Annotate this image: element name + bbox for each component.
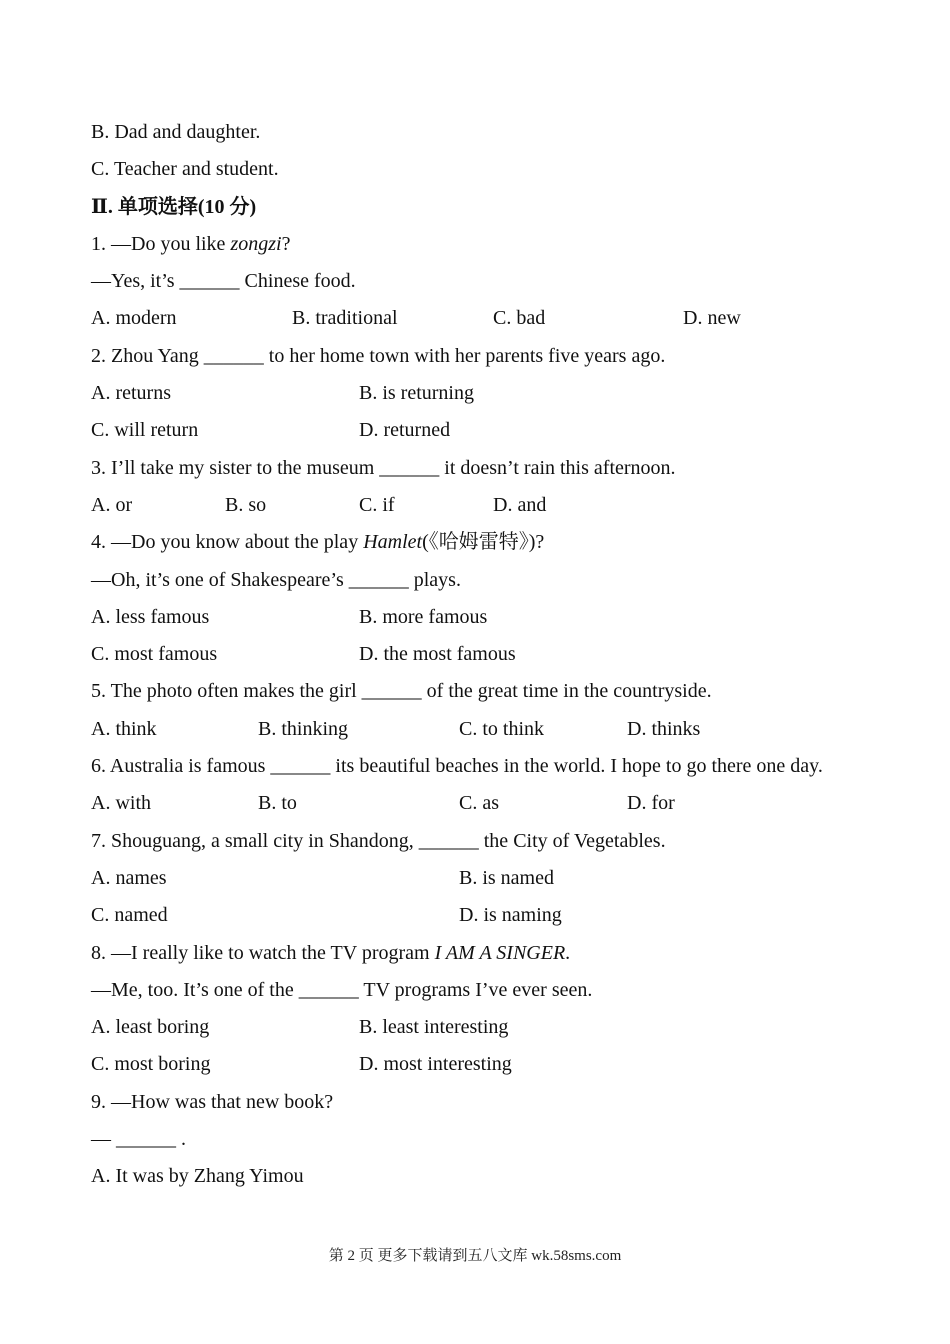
question-2-options-row1	[91, 375, 859, 412]
question-4-options-row1	[91, 599, 859, 636]
question-3-option-b: B. so	[225, 493, 267, 516]
question-2-options-row2	[91, 412, 859, 449]
question-5-options	[91, 711, 859, 748]
question-9-option-a: A. It was by Zhang Yimou	[91, 1165, 304, 1188]
question-2-stem: 2. Zhou Yang ______ to her home town with her parents five years ago.	[91, 344, 666, 367]
question-7-stem: 7. Shouguang, a small city in Shandong, ______ the City of Vegetables.	[91, 829, 666, 852]
question-1-option-d: D. new	[683, 307, 741, 330]
question-8-stem: 8. —I really like to watch the TV program I AM A SINGER.	[91, 941, 571, 964]
question-3-option-c: C. if	[359, 493, 395, 516]
question-4-stem: 4. —Do you know about the play Hamlet(《哈姆雷特》)?	[91, 531, 545, 554]
question-3-option-a: A. or	[91, 493, 133, 516]
question-8-options-row2	[91, 1046, 859, 1083]
question-8-option-a: A. least boring	[91, 1016, 210, 1039]
question-9-reply: — ______ .	[91, 1128, 186, 1151]
question-1-option-b: B. traditional	[292, 307, 398, 330]
question-1-stem: 1. —Do you like zongzi?	[91, 232, 291, 255]
question-4-reply: —Oh, it’s one of Shakespeare’s ______ plays.	[91, 568, 461, 591]
question-4-option-b: B. more famous	[359, 605, 488, 628]
question-7-options-row1	[91, 860, 859, 897]
question-3-option-d: D. and	[493, 493, 547, 516]
question-2-option-d: D. returned	[359, 419, 451, 442]
question-3-options	[91, 487, 859, 524]
question-6-option-d: D. for	[627, 792, 675, 815]
question-4-option-d: D. the most famous	[359, 643, 516, 666]
question-6-option-b: B. to	[258, 792, 297, 815]
question-8-options-row1	[91, 1009, 859, 1046]
question-5-option-c: C. to think	[459, 717, 545, 740]
question-1-options	[91, 300, 859, 337]
page-content	[91, 114, 859, 1196]
question-7-option-c: C. named	[91, 904, 168, 927]
question-7-option-d: D. is naming	[459, 904, 562, 927]
question-5-option-a: A. think	[91, 717, 157, 740]
question-6-options	[91, 785, 859, 822]
question-2-option-c: C. will return	[91, 419, 199, 442]
question-2-option-a: A. returns	[91, 382, 171, 405]
question-4-option-c: C. most famous	[91, 643, 218, 666]
question-5-stem: 5. The photo often makes the girl ______ of the great time in the countryside.	[91, 680, 712, 703]
question-6-option-c: C. as	[459, 792, 499, 815]
question-6-option-a: A. with	[91, 792, 151, 815]
question-8-reply: —Me, too. It’s one of the ______ TV programs I’ve ever seen.	[91, 978, 593, 1001]
prev-option-c: C. Teacher and student.	[91, 158, 279, 181]
question-1-option-a: A. modern	[91, 307, 177, 330]
question-7-option-b: B. is named	[459, 866, 554, 889]
question-3-stem: 3. I’ll take my sister to the museum ______ it doesn’t rain this afternoon.	[91, 456, 676, 479]
question-4-option-a: A. less famous	[91, 605, 210, 628]
question-7-option-a: A. names	[91, 866, 167, 889]
prev-option-b: B. Dad and daughter.	[91, 121, 261, 143]
question-4-options-row2	[91, 636, 859, 673]
question-1-option-c: C. bad	[493, 307, 546, 330]
question-5-option-b: B. thinking	[258, 717, 349, 740]
section-heading: Ⅱ. 单项选择(10 分)	[91, 195, 257, 218]
question-8-option-c: C. most boring	[91, 1053, 211, 1076]
question-1-reply: —Yes, it’s ______ Chinese food.	[91, 270, 356, 293]
question-9-stem: 9. —How was that new book?	[91, 1090, 334, 1113]
question-5-option-d: D. thinks	[627, 717, 701, 740]
page-footer: 第 2 页 更多下载请到五八文库 wk.58sms.com	[328, 1248, 622, 1264]
question-6-stem: 6. Australia is famous ______ its beautiful beaches in the world. I hope to go there one day.	[91, 755, 823, 778]
question-2-option-b: B. is returning	[359, 382, 474, 405]
question-8-option-d: D. most interesting	[359, 1053, 512, 1076]
question-7-options-row2	[91, 897, 859, 934]
question-8-option-b: B. least interesting	[359, 1016, 509, 1039]
